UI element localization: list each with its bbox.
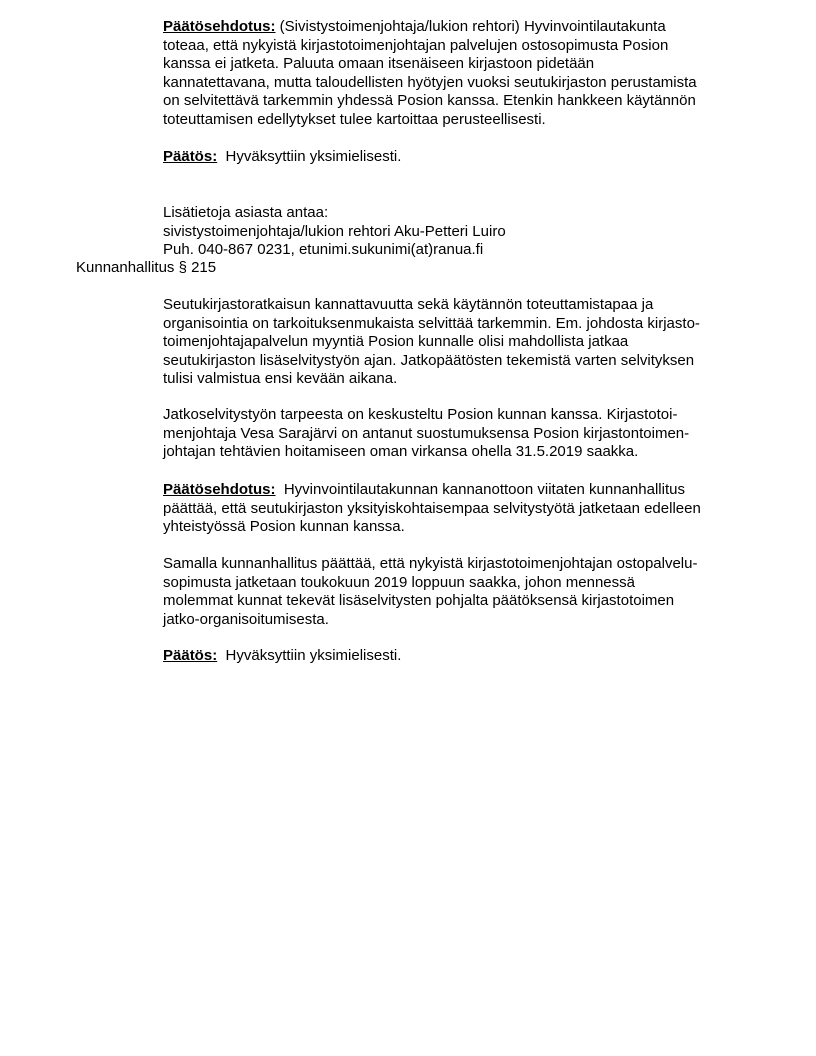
decision-label: Päätös: [163,148,218,165]
text-line: yhteistyössä Posion kunnan kanssa. [163,518,405,535]
text-line: päättää, että seutukirjaston yksityiskohtaisempaa selvitystyötä jatketaan edelleen [163,499,701,517]
contact-info [163,204,506,260]
text-line: molemmat kunnat tekevät lisäselvitysten pohjalta päätöksensä kirjastotoimen [163,592,675,609]
section-heading: Kunnanhallitus § 215 [76,259,217,276]
decision-paragraph: Päätös: Hyväksyttiin yksimielisesti. [163,647,402,664]
text-line: toteuttamisen edellytykset tulee kartoittaa perusteellisesti. [163,110,546,128]
decision-label: Päätös: [163,647,218,664]
text-line: jatko-organisoitumisesta. [163,610,329,628]
text-line: kannatettavana, mutta taloudellisten hyötyjen vuoksi seutukirjaston perustamista [163,73,697,91]
proposal-label: Päätösehdotus: [163,481,276,498]
text-line: seutukirjaston lisäselvitystyön ajan. Jatkopäätösten tekemistä varten selvityksen [163,351,695,369]
contact-line: Lisätietoja asiasta antaa: [163,204,329,221]
text-line: toimenjohtajapalvelun myyntiä Posion kunnalle olisi mahdollista jatkaa [163,333,629,350]
proposal-label: Päätösehdotus: [163,18,276,35]
text-line: on selvitettävä tarkemmin yhdessä Posion kanssa. Etenkin hankkeen käytännön [163,92,696,109]
text-line: sopimusta jatketaan toukokuun 2019 loppuun saakka, johon mennessä [163,573,635,591]
contact-line: sivistystoimenjohtaja/lukion rehtori Aku-Petteri Luiro [163,222,506,240]
text-line: toteaa, että nykyistä kirjastotoimenjohtajan palvelujen ostosopimusta Posion [163,36,669,54]
contact-line: Puh. 040-867 0231, etunimi.sukunimi(at)ranua.fi [163,241,484,258]
text-line: Jatkoselvitystyön tarpeesta on keskusteltu Posion kunnan kanssa. Kirjastotoi- [163,406,678,423]
paragraph [163,555,697,629]
paragraph [163,296,700,389]
text-line: menjohtaja Vesa Sarajärvi on antanut suostumuksensa Posion kirjastontoimen- [163,424,690,442]
proposal-paragraph: Päätösehdotus: (Sivistystoimenjohtaja/lukion rehtori) Hyvinvointilautakunta toteaa, että nykyistä kirjastotoimenjohtajan palvelujen ostosopimusta Posion kanssa ei jatketa. Paluuta omaan itsenäiseen kirjastoon pidetään kannatettavana, mutta taloudellisten hyötyjen vuoksi seutukirjaston perustamista on selvitettävä tarkemmin yhdessä Posion kanssa. Etenkin hankkeen käytännön toteuttamisen edellytykset tulee kartoittaa perusteellisesti. [163,18,697,128]
text-line: tulisi valmistua ensi kevään aikana. [163,370,398,387]
paragraph [163,406,689,462]
text-line: Seutukirjastoratkaisun kannattavuutta sekä käytännön toteuttamistapaa ja [163,296,654,313]
text-line: Samalla kunnanhallitus päättää, että nykyistä kirjastotoimenjohtajan ostopalvelu- [163,555,698,572]
text-line: johtajan tehtävien hoitamiseen oman virkansa ohella 31.5.2019 saakka. [163,443,639,460]
text-line: kanssa ei jatketa. Paluuta omaan itsenäiseen kirjastoon pidetään [163,55,595,72]
proposal-paragraph: Päätösehdotus: Hyvinvointilautakunnan kannanottoon viitaten kunnanhallitus päättää, että seutukirjaston yksityiskohtaisempaa selvitystyötä jatketaan edelleen yhteistyössä Posion kunnan kanssa. [163,481,701,535]
decision-paragraph: Päätös: Hyväksyttiin yksimielisesti. [163,148,402,165]
text-line: organisointia on tarkoituksenmukaista selvittää tarkemmin. Em. johdosta kirjasto- [163,314,700,332]
